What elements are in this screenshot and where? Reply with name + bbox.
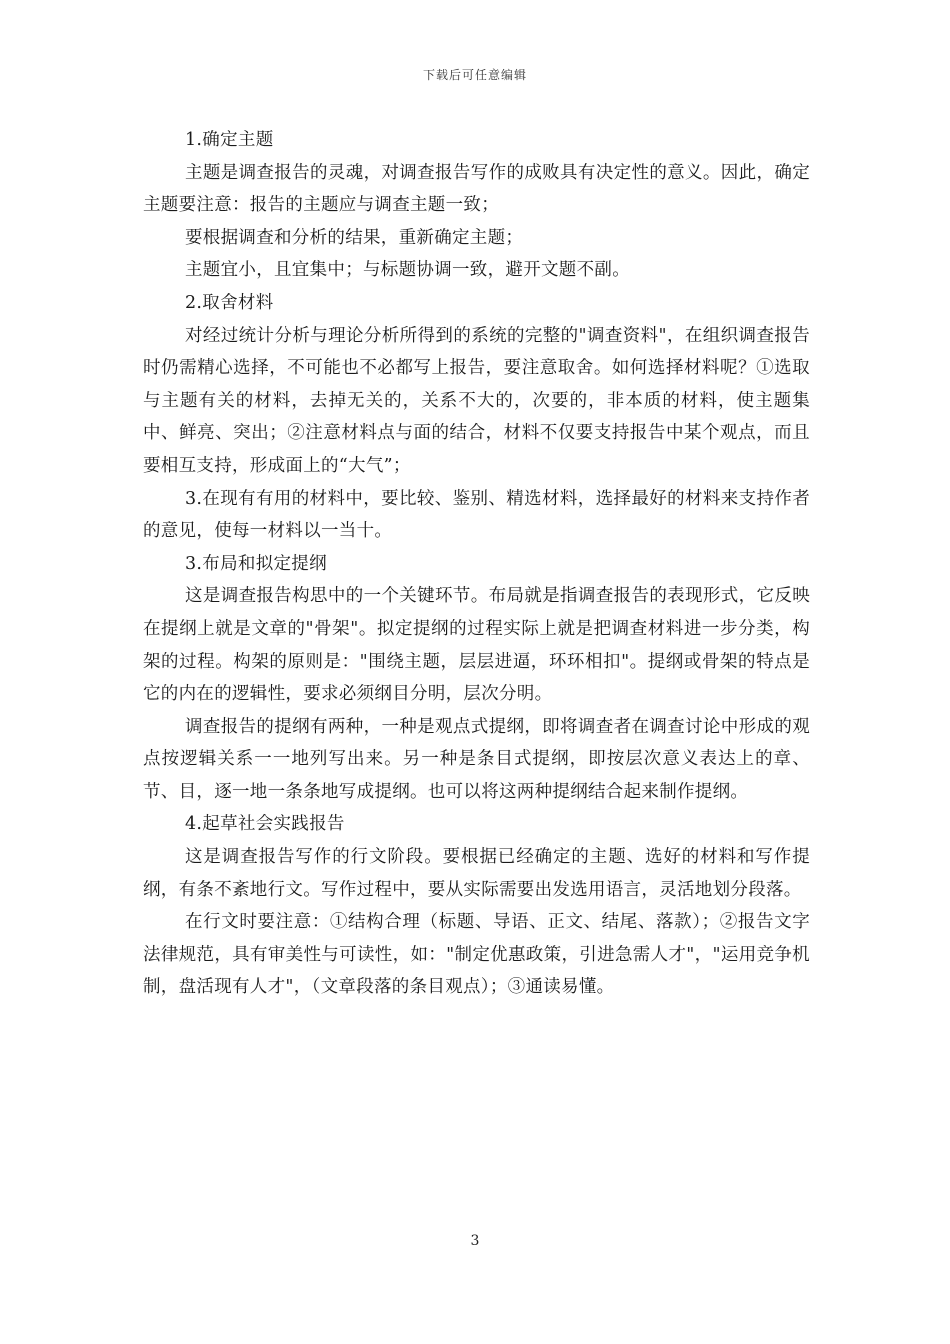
page-number: 3 [470,1233,480,1249]
paragraph: 这是调查报告写作的行文阶段。要根据已经确定的主题、选好的材料和写作提纲，有条不紊地行文。写作过程中，要从实际需要出发选用语言，灵活地划分段落。 [143,847,810,900]
heading-select-materials: 2.取舍材料 [185,292,274,313]
paragraph: 主题是调查报告的灵魂，对调查报告写作的成败具有决定性的意义。因此，确定主题要注意：报告的主题应与调查主题一致； [143,162,810,216]
document-body [143,124,810,1004]
page-header: 下载后可任意编辑 [422,68,527,82]
heading-determine-theme: 1.确定主题 [185,130,274,150]
paragraph: 主题宜小，且宜集中；与标题协调一致，避开文题不副。 [185,260,630,281]
paragraph: 对经过统计分析与理论分析所得到的系统的完整的"调查资料"，在组织调查报告时仍需精心选择，不可能也不必都写上报告，要注意取舍。如何选择材料呢？①选取与主题有关的材料，去掉无关的，关系不大的，次要的，非本质的材料，使主题集中、鲜亮、突出；②注意材料点与面的结合，材料不仅要支持报告中某个观点，而且要相互支持，形成面上的“大气”； [143,325,810,476]
paragraph: 要根据调查和分析的结果，重新确定主题； [185,227,524,248]
heading-layout-outline: 3.布局和拟定提纲 [185,553,327,574]
paragraph: 3.在现有有用的材料中，要比较、鉴别、精选材料，选择最好的材料来支持作者的意见，使每一材料以一当十。 [143,488,810,542]
paragraph: 在行文时要注意：①结构合理（标题、导语、正文、结尾、落款）；②报告文字法律规范，具有审美性与可读性，如："制定优惠政策，引进急需人才"，"运用竞争机制，盘活现有人才"，（文章段落的条目观点）；③通读易懂。 [143,912,810,998]
paragraph: 这是调查报告构思中的一个关键环节。布局就是指调查报告的表现形式，它反映在提纲上就是文章的"骨架"。拟定提纲的过程实际上就是把调查材料进一步分类，构架的过程。构架的原则是："围绕主题，层层进逼，环环相扣"。提纲或骨架的特点是它的内在的逻辑性，要求必须纲目分明，层次分明。 [143,586,810,705]
paragraph: 调查报告的提纲有两种，一种是观点式提纲，即将调查者在调查讨论中形成的观点按逻辑关系一一地列写出来。另一种是条目式提纲，即按层次意义表达上的章、节、目，逐一地一条条地写成提纲。也可以将这两种提纲结合起来制作提纲。 [143,716,810,802]
heading-draft-report: 4.起草社会实践报告 [185,814,345,835]
